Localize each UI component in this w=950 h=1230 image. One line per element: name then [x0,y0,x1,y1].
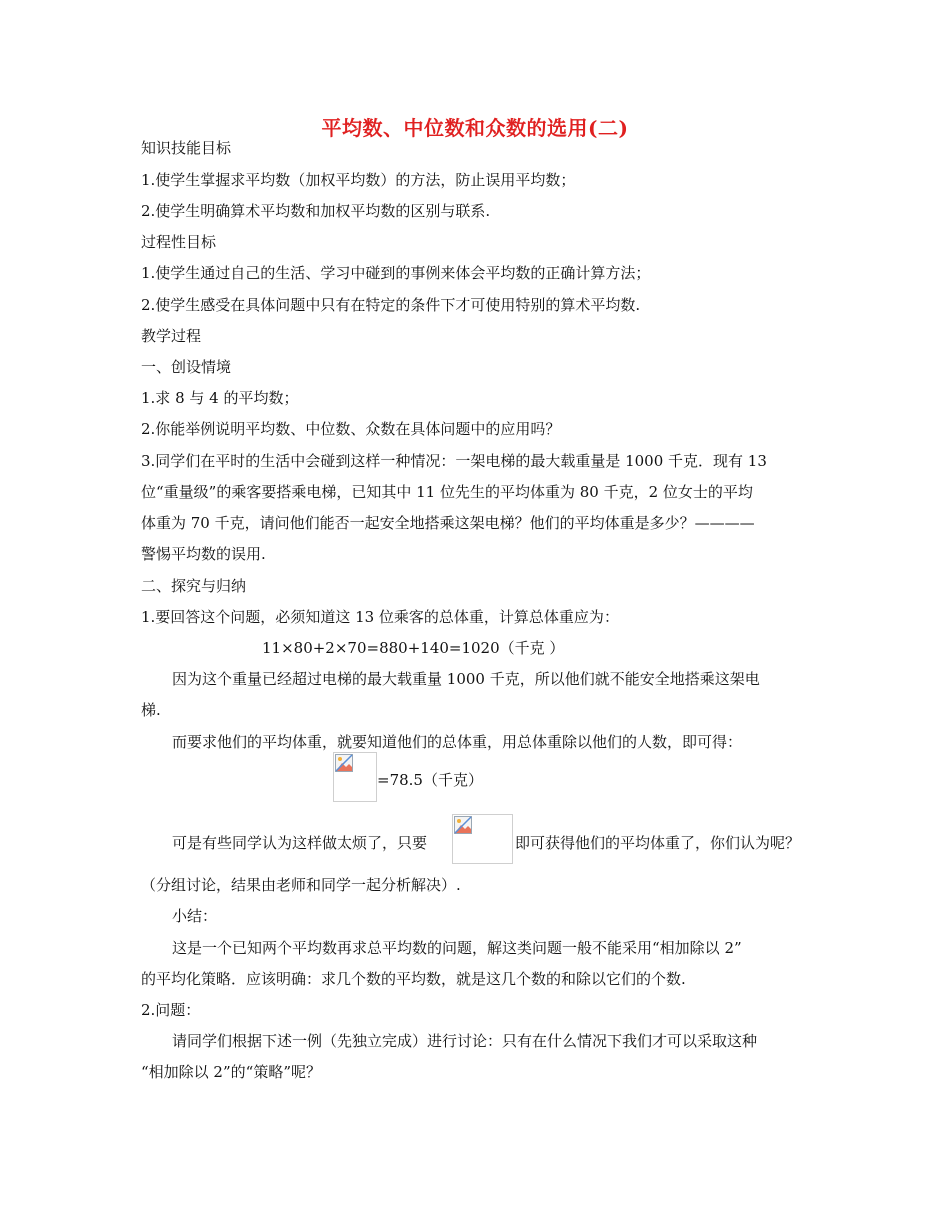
paragraph-line: 可是有些同学认为这样做太烦了，只要 [172,834,428,852]
section-heading-scenario: 一、创设情境 [141,358,232,376]
paragraph-line: 1.使学生通过自己的生活、学习中碰到的事例来体会平均数的正确计算方法； [141,264,651,282]
broken-image-icon [454,816,472,834]
paragraph-line: 3.同学们在平时的生活中会碰到这样一种情况：一架电梯的最大载重量是 1000 千克．现有 13 [141,452,767,470]
document-title: 平均数、中位数和众数的选用(二) [321,116,629,140]
section-heading-teaching-process: 教学过程 [141,327,202,345]
formula-average-result: =78.5（千克） [377,771,483,789]
paragraph-line: 位“重量级”的乘客要搭乘电梯，已知其中 11 位先生的平均体重为 80 千克，2 位女士的平均 [141,483,753,501]
broken-image-icon [335,754,353,772]
section-heading-process-goals: 过程性目标 [141,233,217,251]
summary-heading: 小结： [172,907,218,925]
paragraph-line: 因为这个重量已经超过电梯的最大载重量 1000 千克，所以他们就不能安全地搭乘这架电 [172,670,760,688]
question-heading: 2.问题： [141,1001,201,1019]
paragraph-line: 2.你能举例说明平均数、中位数、众数在具体问题中的应用吗？ [141,420,561,438]
section-heading-explore: 二、探究与归纳 [141,577,247,595]
paragraph-line: 这是一个已知两个平均数再求总平均数的问题，解这类问题一般不能采用“相加除以 2” [172,939,742,957]
paragraph-line: 警惕平均数的误用. [141,545,266,563]
paragraph-line: 的平均化策略．应该明确：求几个数的平均数，就是这几个数的和除以它们的个数. [141,970,686,988]
paragraph-line: 体重为 70 千克，请问他们能否一起安全地搭乘这架电梯？他们的平均体重是多少？———— [141,514,755,532]
paragraph-line: （分组讨论，结果由老师和同学一起分析解决）. [141,876,461,894]
paragraph-line: 2.使学生明确算术平均数和加权平均数的区别与联系. [141,202,491,220]
paragraph-line: 1.使学生掌握求平均数（加权平均数）的方法，防止误用平均数； [141,171,576,189]
paragraph-line: 请同学们根据下述一例（先独立完成）进行讨论：只有在什么情况下我们才可以采取这种 [172,1032,758,1050]
formula-total-weight: 11×80+2×70=880+140=1020（千克 ） [262,639,565,657]
paragraph-line: 而要求他们的平均体重，就要知道他们的总体重，用总体重除以他们的人数，即可得： [172,733,743,751]
paragraph-line: “相加除以 2”的“策略”呢？ [141,1063,321,1081]
section-heading-knowledge-goals: 知识技能目标 [141,139,232,157]
formula-image-placeholder [333,752,377,802]
paragraph-line: 即可获得他们的平均体重了，你们认为呢？ [515,834,801,852]
paragraph-line: 1.求 8 与 4 的平均数； [141,389,299,407]
formula-image-placeholder [452,814,513,864]
paragraph-line: 梯. [141,701,161,719]
paragraph-line: 2.使学生感受在具体问题中只有在特定的条件下才可使用特别的算术平均数. [141,296,641,314]
paragraph-line: 1.要回答这个问题，必须知道这 13 位乘客的总体重，计算总体重应为： [141,608,619,626]
